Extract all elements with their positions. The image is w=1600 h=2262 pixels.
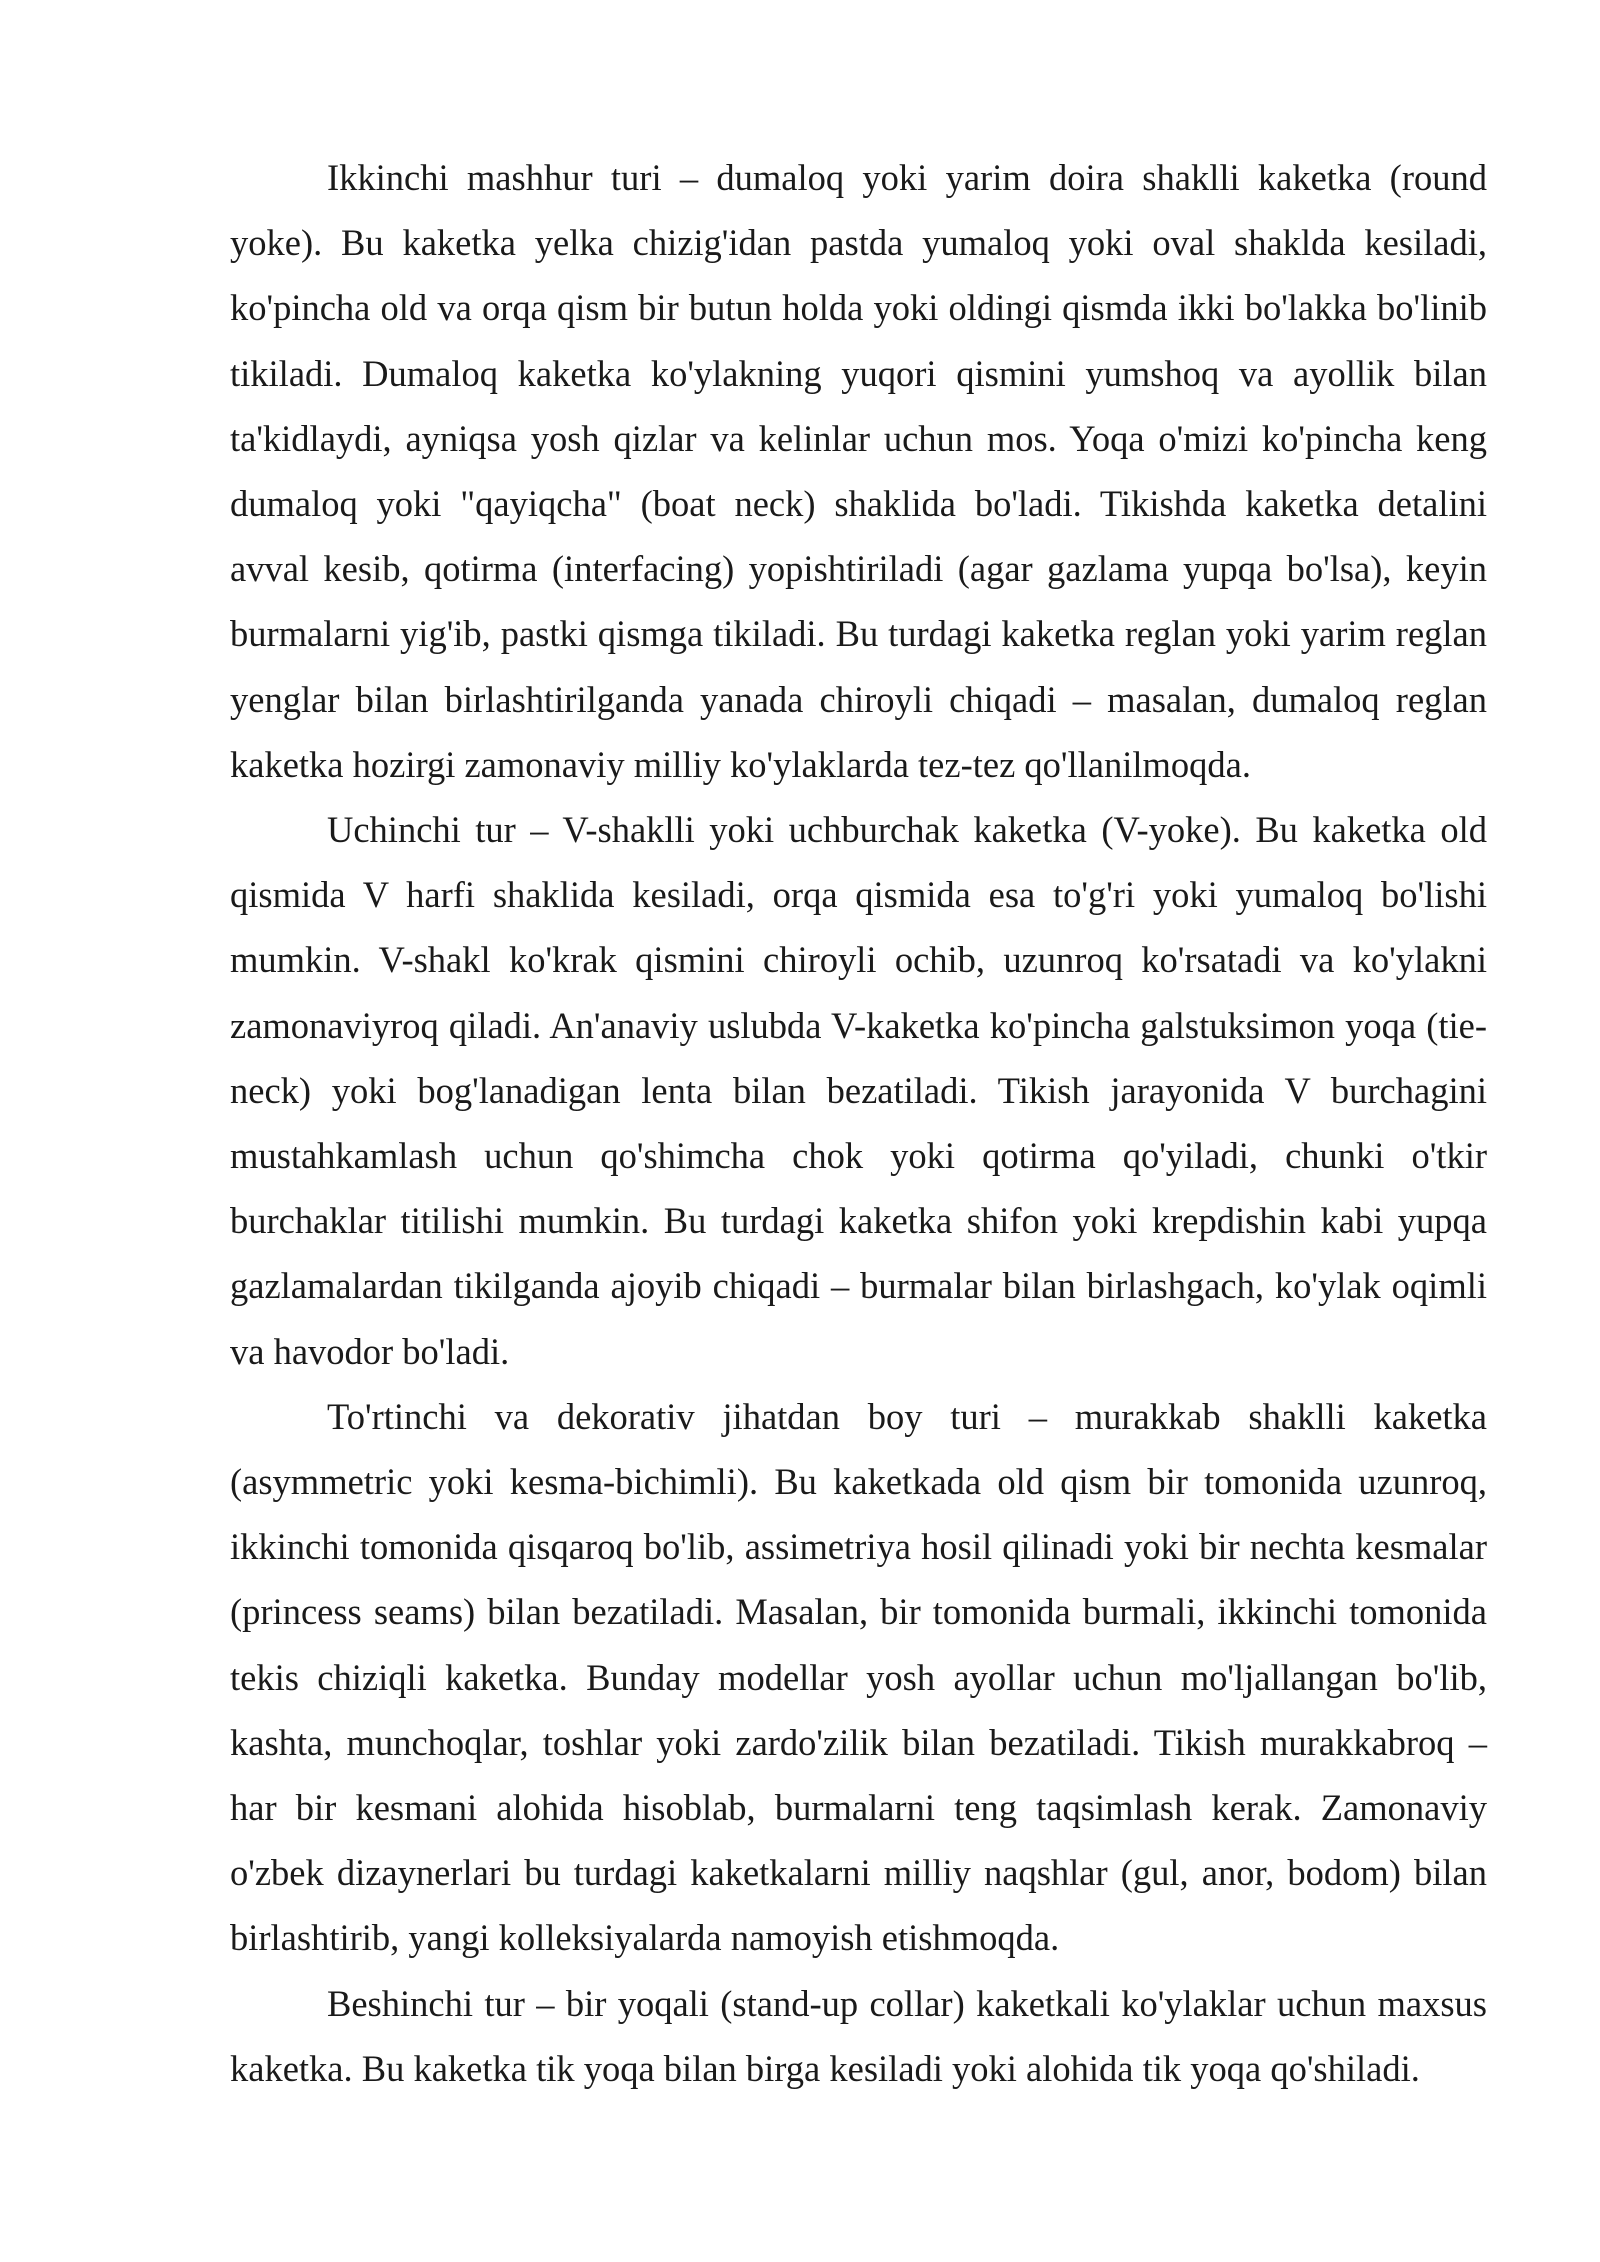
paragraph-asymmetric-yoke: To'rtinchi va dekorativ jihatdan boy turi – murakkab shaklli kaketka (asymmetric yoki kesma-bichimli). Bu kaketkada old qism bir tomonida uzunroq, ikkinchi tomonida qisqaroq bo'lib, assimetriya hosil qilinadi yoki bir nechta kesmalar (princess seams) bilan bezatiladi. Masalan, bir tomonida burmali, ikkinchi tomonida tekis chiziqli kaketka. Bunday modellar yosh ayollar uchun mo'ljallangan bo'lib, kashta, munchoqlar, toshlar yoki zardo'zilik bilan bezatiladi. Tikish murakkabroq – har bir kesmani alohida hisoblab, burmalarni teng taqsimlash kerak. Zamonaviy o'zbek dizaynerlari bu turdagi kaketkalarni milliy naqshlar (gul, anor, bodom) bilan birlashtirib, yangi kolleksiyalarda namoyish etishmoqda.	[230, 1395, 1487, 1959]
document-body	[230, 145, 1487, 2101]
paragraph-stand-up-collar-yoke: Beshinchi tur – bir yoqali (stand-up collar) kaketkali ko'ylaklar uchun maxsus kaketka. Bu kaketka tik yoqa bilan birga kesiladi yoki alohida tik yoqa qo'shiladi.	[230, 1982, 1487, 2089]
paragraph-v-yoke: Uchinchi tur – V-shaklli yoki uchburchak kaketka (V-yoke). Bu kaketka old qismida V harfi shaklida kesiladi, orqa qismida esa to'g'ri yoki yumaloq bo'lishi mumkin. V-shakl ko'krak qismini chiroyli ochib, uzunroq ko'rsatadi va ko'ylakni zamonaviyroq qiladi. An'anaviy uslubda V-kaketka ko'pincha galstuksimon yoqa (tie-neck) yoki bog'lanadigan lenta bilan bezatiladi. Tikish jarayonida V burchagini mustahkamlash uchun qo'shimcha chok yoki qotirma qo'yiladi, chunki o'tkir burchaklar titilishi mumkin. Bu turdagi kaketka shifon yoki krepdishin kabi yupqa gazlamalardan tikilganda ajoyib chiqadi – burmalar bilan birlashgach, ko'ylak oqimli va havodor bo'ladi.	[230, 809, 1487, 1372]
paragraph-round-yoke: Ikkinchi mashhur turi – dumaloq yoki yarim doira shaklli kaketka (round yoke). Bu kaketka yelka chizig'idan pastda yumaloq yoki oval shaklda kesiladi, ko'pincha old va orqa qism bir butun holda yoki oldingi qismda ikki bo'lakka bo'linib tikiladi. Dumaloq kaketka ko'ylakning yuqori qismini yumshoq va ayollik bilan ta'kidlaydi, ayniqsa yosh qizlar va kelinlar uchun mos. Yoqa o'mizi ko'pincha keng dumaloq yoki "qayiqcha" (boat neck) shaklida bo'ladi. Tikishda kaketka detalini avval kesib, qotirma (interfacing) yopishtiriladi (agar gazlama yupqa bo'lsa), keyin burmalarni yig'ib, pastki qismga tikiladi. Bu turdagi kaketka reglan yoki yarim reglan yenglar bilan birlashtirilganda yanada chiroyli chiqadi – masalan, dumaloq reglan kaketka hozirgi zamonaviy milliy ko'ylaklarda tez-tez qo'llanilmoqda.	[230, 157, 1487, 785]
